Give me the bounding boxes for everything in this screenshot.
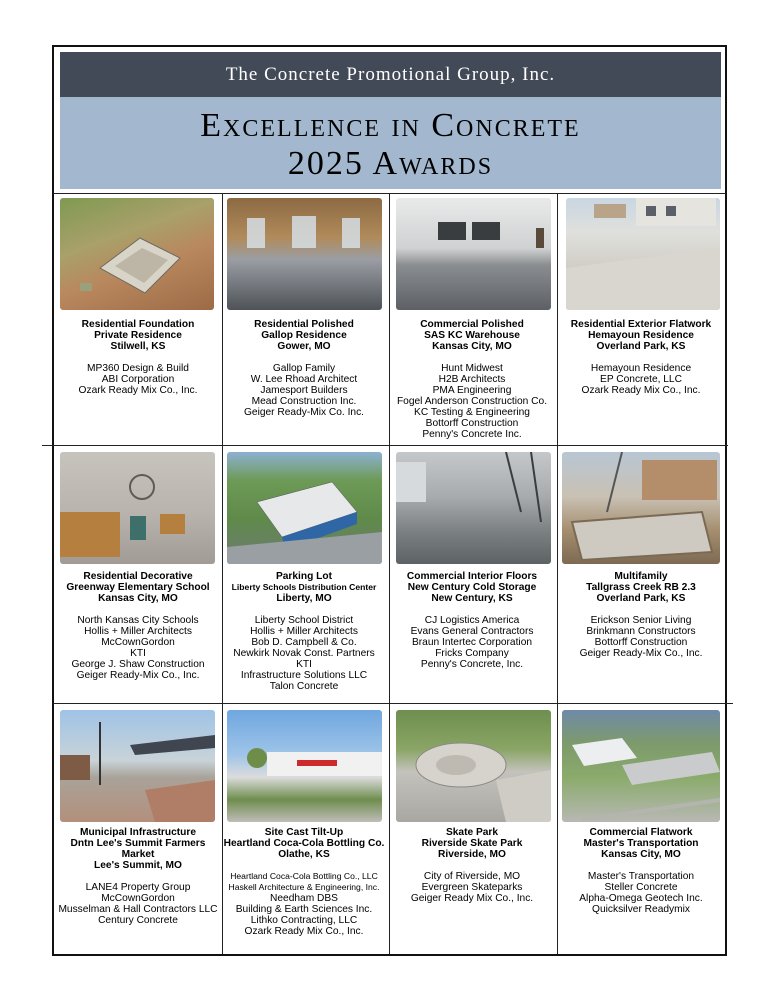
photo-municipal-infrastructure [60, 710, 215, 822]
team-member: Newkirk Novak Const. Partners [233, 648, 375, 659]
award-project: Tallgrass Creek RB 2.3 [586, 582, 696, 593]
award-category: Commercial Flatwork [589, 827, 693, 838]
award-location: Overland Park, KS [596, 593, 686, 604]
team-member: Ozark Ready Mix Co., Inc. [244, 926, 364, 937]
award-location: Olathe, KS [278, 849, 330, 860]
team-member: Musselman & Hall Contractors LLC [58, 904, 218, 915]
award-project: Heartland Coca-Cola Bottling Co. [223, 838, 385, 849]
school-interior-image [60, 452, 215, 564]
photo-commercial-flatwork [562, 710, 720, 822]
award-team [56, 615, 220, 681]
award-location: Liberty, MO [276, 593, 332, 604]
award-category: Skate Park [445, 827, 499, 838]
award-commercial-flatwork [559, 827, 723, 915]
award-residential-exterior-flatwork [559, 319, 723, 396]
award-location: Gower, MO [277, 341, 331, 352]
award-category: Commercial Interior Floors [406, 571, 538, 582]
org-banner [60, 52, 721, 97]
page-title: Excellence in Concrete [200, 107, 581, 144]
award-project: Gallop Residence [261, 330, 347, 341]
aerial-transport-facility-image [562, 710, 720, 822]
aerial-skate-park-image [396, 710, 551, 822]
team-member: Master's Transportation [587, 871, 695, 882]
award-team [559, 871, 723, 915]
team-member: Needham DBS [270, 893, 338, 904]
team-member: North Kansas City Schools [77, 615, 199, 626]
team-member: Fogel Anderson Construction Co. [396, 396, 548, 407]
row-divider [53, 703, 733, 704]
award-municipal-infrastructure [56, 827, 220, 926]
team-member: Geiger Ready-Mix Co. Inc. [243, 407, 365, 418]
award-location: Overland Park, KS [596, 341, 686, 352]
award-team [222, 871, 386, 937]
team-member: Hollis + Miller Architects [250, 626, 358, 637]
team-member: Hollis + Miller Architects [84, 626, 192, 637]
award-location: Stilwell, KS [110, 341, 166, 352]
team-member: Heartland Coca-Cola Bottling Co., LLC [230, 871, 378, 881]
team-member: Lithko Contracting, LLC [250, 915, 358, 926]
team-member: KTI [296, 659, 312, 670]
photo-residential-exterior-flatwork [566, 198, 720, 310]
award-residential-foundation [56, 319, 220, 396]
warehouse-floor-image [396, 198, 551, 310]
team-member: Mead Construction Inc. [251, 396, 357, 407]
team-member: KC Testing & Engineering [414, 407, 530, 418]
team-member: Evergreen Skateparks [421, 882, 523, 893]
team-member: Brinkmann Constructors [586, 626, 696, 637]
award-team [222, 363, 386, 418]
photo-residential-polished [227, 198, 382, 310]
award-project: SAS KC Warehouse [424, 330, 520, 341]
team-member: Hemayoun Residence [590, 363, 692, 374]
award-project: Master's Transportation [583, 838, 699, 849]
team-member: Jamesport Builders [260, 385, 348, 396]
team-member: MP360 Design & Build [87, 363, 189, 374]
award-category: Commercial Polished [420, 319, 524, 330]
team-member: Bob D. Campbell & Co. [251, 637, 357, 648]
award-skate-park [390, 827, 554, 904]
team-member: LANE4 Property Group [85, 882, 191, 893]
award-category: Residential Exterior Flatwork [570, 319, 712, 330]
photo-residential-foundation [60, 198, 214, 310]
team-member: McCownGordon [101, 637, 175, 648]
team-member: ABI Corporation [101, 374, 175, 385]
award-location: Kansas City, MO [601, 849, 681, 860]
title-banner [60, 97, 721, 189]
photo-skate-park [396, 710, 551, 822]
award-location: Lee's Summit, MO [94, 860, 182, 871]
team-member: Evans General Contractors [410, 626, 534, 637]
team-member: Hunt Midwest [441, 363, 503, 374]
team-member: Penny's Concrete Inc. [422, 429, 522, 440]
award-location: New Century, KS [431, 593, 513, 604]
team-member: Ozark Ready Mix Co., Inc. [78, 385, 198, 396]
aerial-foundation-image [60, 198, 214, 310]
polished-floor-image [227, 198, 382, 310]
award-location: Kansas City, MO [432, 341, 512, 352]
cold-storage-floor-image [396, 452, 551, 564]
award-project: New Century Cold Storage [407, 582, 537, 593]
award-location: Kansas City, MO [98, 593, 178, 604]
team-member: George J. Shaw Construction [71, 659, 205, 670]
team-member: Erickson Senior Living [590, 615, 692, 626]
driveway-image [566, 198, 720, 310]
aerial-parking-image [227, 452, 382, 564]
award-team [559, 615, 723, 659]
award-category: Residential Decorative [83, 571, 193, 582]
team-member: KTI [130, 648, 146, 659]
team-member: Quicksilver Readymix [592, 904, 690, 915]
photo-parking-lot [227, 452, 382, 564]
team-member: Liberty School District [254, 615, 354, 626]
photo-commercial-interior-floors [396, 452, 551, 564]
team-member: W. Lee Rhoad Architect [250, 374, 358, 385]
award-project: Hemayoun Residence [588, 330, 694, 341]
award-project: Liberty Schools Distribution Center [231, 582, 377, 592]
award-category: Multifamily [614, 571, 668, 582]
team-member: PMA Engineering [432, 385, 512, 396]
team-member: Building & Earth Sciences Inc. [235, 904, 373, 915]
photo-commercial-polished [396, 198, 551, 310]
award-project: Greenway Elementary School [66, 582, 210, 593]
award-project: Riverside Skate Park [421, 838, 523, 849]
award-team [559, 363, 723, 396]
award-category: Residential Foundation [81, 319, 195, 330]
page-subtitle: 2025 Awards [287, 145, 494, 182]
award-project: Dntn Lee's Summit Farmers Market [70, 838, 206, 860]
team-member: Braun Intertec Corporation [411, 637, 533, 648]
award-commercial-polished [390, 319, 554, 440]
team-member: Bottorff Construction [425, 418, 519, 429]
team-member: Infrastructure Solutions LLC [240, 670, 368, 681]
team-member: CJ Logistics America [424, 615, 520, 626]
award-commercial-interior-floors [390, 571, 554, 670]
photo-residential-decorative [60, 452, 215, 564]
award-team [56, 882, 220, 926]
team-member: Geiger Ready-Mix Co., Inc. [76, 670, 200, 681]
award-location: Riverside, MO [438, 849, 506, 860]
team-member: Century Concrete [98, 915, 178, 926]
award-category: Site Cast Tilt-Up [264, 827, 344, 838]
org-name: The Concrete Promotional Group, Inc. [225, 63, 556, 85]
award-multifamily [559, 571, 723, 659]
photo-multifamily [562, 452, 720, 564]
team-member: EP Concrete, LLC [600, 374, 682, 385]
award-team [390, 363, 554, 440]
award-team [56, 363, 220, 396]
team-member: Gallop Family [272, 363, 336, 374]
award-team [222, 615, 386, 692]
team-member: Geiger Ready-Mix Co., Inc. [579, 648, 703, 659]
award-site-cast-tilt-up [222, 827, 386, 937]
award-category: Parking Lot [275, 571, 333, 582]
award-team [390, 871, 554, 904]
award-residential-polished [222, 319, 386, 418]
photo-site-cast-tilt-up [227, 710, 382, 822]
team-member: McCownGordon [101, 893, 175, 904]
construction-site-image [562, 452, 720, 564]
award-team [390, 615, 554, 670]
team-member: Ozark Ready Mix Co., Inc. [581, 385, 701, 396]
award-category: Residential Polished [254, 319, 354, 330]
award-residential-decorative [56, 571, 220, 681]
team-member: Haskell Architecture & Engineering, Inc. [228, 882, 380, 892]
team-member: Fricks Company [435, 648, 509, 659]
team-member: City of Riverside, MO [423, 871, 521, 882]
award-category: Municipal Infrastructure [79, 827, 197, 838]
team-member: Penny's Concrete, Inc. [420, 659, 524, 670]
team-member: Steller Concrete [604, 882, 678, 893]
farmers-market-plaza-image [60, 710, 215, 822]
team-member: Geiger Ready Mix Co., Inc. [410, 893, 534, 904]
team-member: Talon Concrete [269, 681, 339, 692]
award-parking-lot [222, 571, 386, 692]
award-project: Private Residence [94, 330, 182, 341]
team-member: Bottorff Construction [594, 637, 688, 648]
bottling-plant-image [227, 710, 382, 822]
team-member: Alpha-Omega Geotech Inc. [579, 893, 703, 904]
column-divider [557, 193, 558, 954]
team-member: H2B Architects [438, 374, 506, 385]
row-divider [42, 445, 728, 446]
